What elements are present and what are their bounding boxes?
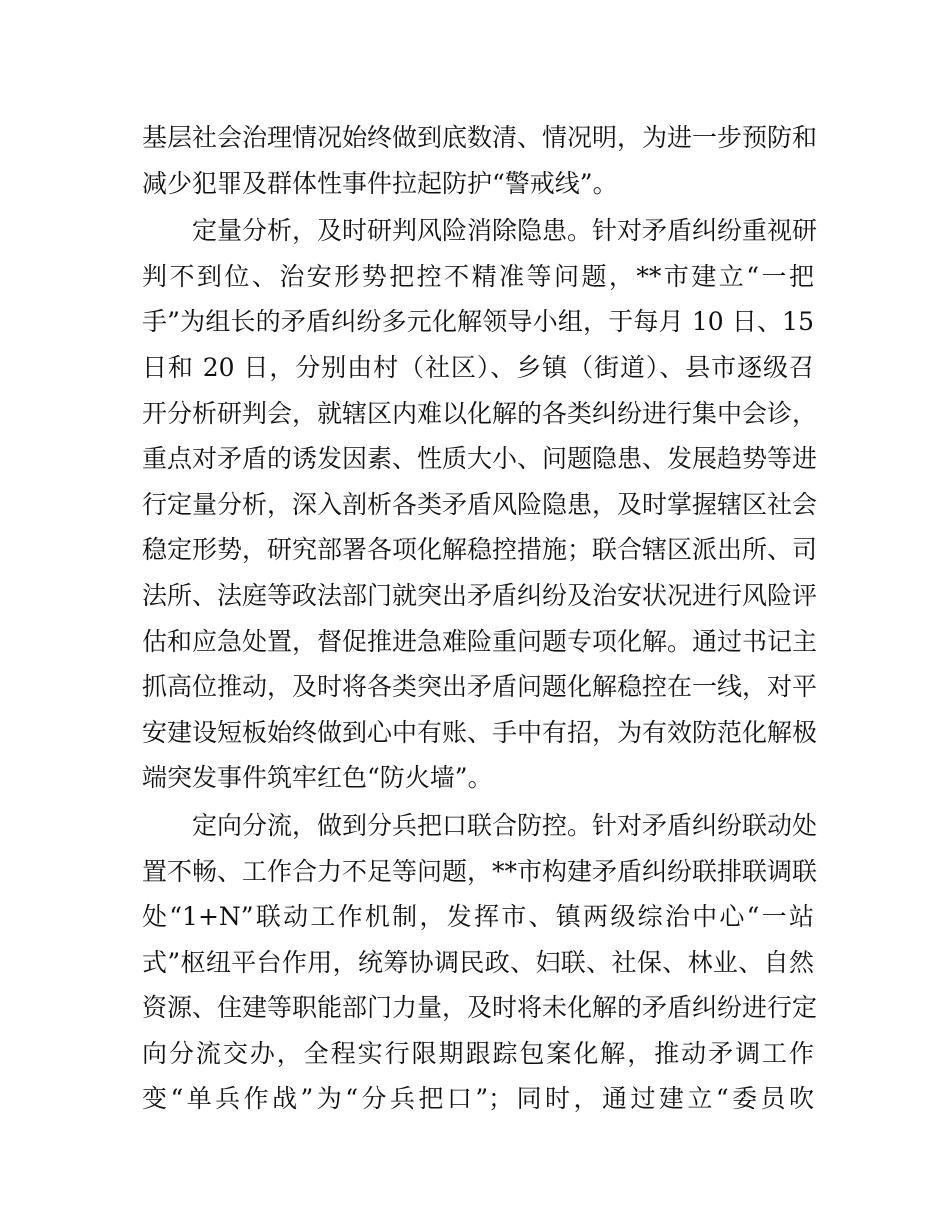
text-line: 行定量分析，深入剖析各类矛盾风险隐患，及时掌握辖区社会 bbox=[142, 489, 818, 519]
text-line: 手”为组长的矛盾纠纷多元化解领导小组，于每月 10 日、15 bbox=[142, 307, 814, 337]
paragraph-2 bbox=[142, 208, 818, 801]
text-line: 估和应急处置，督促推进急难险重问题专项化解。通过书记主 bbox=[142, 626, 818, 656]
text-line: 基层社会治理情况始终做到底数清、情况明，为进一步预防和 bbox=[142, 123, 818, 152]
text-line: 向分流交办，全程实行限期跟踪包案化解，推动矛调工作 bbox=[142, 1038, 814, 1068]
text-line: 定向分流，做到分兵把口联合防控。针对矛盾纠纷联动处 bbox=[192, 810, 818, 840]
text-line: 重点对矛盾的诱发因素、性质大小、问题隐患、发展趋势等进 bbox=[142, 444, 818, 474]
text-line: 日和 20 日，分别由村（社区）、乡镇（街道）、县市逐级召 bbox=[142, 352, 814, 382]
text-line: 法所、法庭等政法部门就突出矛盾纠纷及治安状况进行风险评 bbox=[142, 580, 818, 610]
document-body bbox=[142, 115, 818, 1122]
text-line: 资源、住建等职能部门力量，及时将未化解的矛盾纠纷进行定 bbox=[142, 993, 818, 1023]
text-line: 稳定形势，研究部署各项化解稳控措施；联合辖区派出所、司 bbox=[142, 535, 818, 565]
paragraph-1 bbox=[142, 115, 818, 206]
text-line: 开分析研判会，就辖区内难以化解的各类纠纷进行集中会诊， bbox=[142, 398, 818, 428]
text-line: 减少犯罪及群体性事件拉起防护“警戒线”。 bbox=[142, 168, 618, 198]
text-line: 处“1+N”联动工作机制，发挥市、镇两级综治中心“一站 bbox=[142, 902, 814, 932]
text-line: 安建设短板始终做到心中有账、手中有招，为有效防范化解极 bbox=[142, 717, 818, 747]
text-line: 置不畅、工作合力不足等问题，**市构建矛盾纠纷联排联调联 bbox=[142, 856, 818, 886]
text-line: 式”枢纽平台作用，统筹协调民政、妇联、社保、林业、自然 bbox=[142, 947, 814, 977]
text-line: 变“单兵作战”为“分兵把口”；同时，通过建立“委员吹 bbox=[142, 1084, 814, 1114]
text-line: 抓高位推动，及时将各类突出矛盾问题化解稳控在一线，对平 bbox=[142, 672, 818, 702]
text-line: 端突发事件筑牢红色“防火墙”。 bbox=[142, 763, 493, 793]
text-line: 定量分析，及时研判风险消除隐患。针对矛盾纠纷重视研 bbox=[192, 216, 818, 246]
paragraph-3 bbox=[142, 803, 818, 1122]
text-line: 判不到位、治安形势把控不精准等问题，**市建立“一把 bbox=[142, 261, 814, 291]
